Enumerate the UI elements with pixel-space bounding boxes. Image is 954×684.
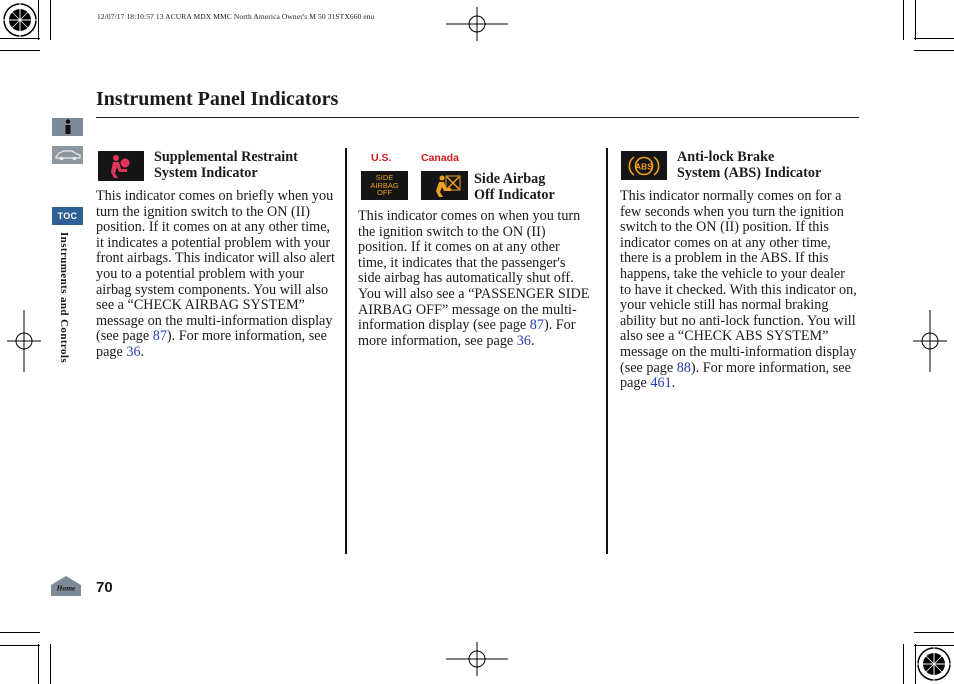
toc-button[interactable]: TOC	[52, 207, 83, 225]
page-title: Instrument Panel Indicators	[96, 88, 339, 110]
registration-target-icon	[916, 646, 952, 682]
column-divider	[345, 148, 347, 554]
srs-heading: Supplemental Restraint System Indicator	[154, 149, 298, 181]
page-link[interactable]: 36	[126, 343, 141, 360]
section-tab: Instruments and Controls	[58, 232, 70, 364]
side-airbag-off-us-icon: SIDE AIRBAG OFF	[361, 171, 408, 200]
page-number: 70	[96, 579, 113, 596]
srs-indicator-icon	[98, 151, 144, 181]
crosshair-icon	[446, 7, 508, 41]
crosshair-icon	[446, 642, 508, 676]
page-link[interactable]: 87	[529, 317, 544, 334]
page-link[interactable]: 88	[676, 359, 691, 376]
home-icon[interactable]	[50, 575, 82, 597]
region-label-canada: Canada	[421, 152, 459, 164]
abs-heading: Anti-lock Brake System (ABS) Indicator	[677, 149, 822, 181]
crosshair-icon	[7, 310, 41, 372]
column-divider	[606, 148, 608, 554]
title-divider	[96, 117, 859, 118]
page-link[interactable]: 461	[650, 375, 672, 392]
page-link[interactable]: 36	[516, 332, 531, 349]
page-link[interactable]: 87	[152, 328, 167, 345]
abs-description: This indicator normally comes on for a few seconds when you turn the ignition switch to the ON (II) position. If this indicator comes on at any other time, there is a problem in the ABS. If this happens, take the vehicle to your dealer to have it checked. With this indicator on, your vehicle still has normal braking ability but no anti-lock function. You will also see a “CHECK ABS SYSTEM” message on the multi-information display (see page 88). For more information, see page 461.	[620, 188, 857, 392]
home-label[interactable]: Home	[56, 583, 76, 593]
print-metadata: 12/07/17 18:10:57 13 ACURA MDX MMC North America Owner's M 50 31STX660 enu	[97, 12, 375, 21]
car-icon[interactable]	[52, 146, 83, 164]
registration-target-icon	[2, 2, 38, 38]
crosshair-icon	[913, 310, 947, 372]
side-airbag-heading: Side Airbag Off Indicator	[474, 171, 555, 203]
info-icon[interactable]	[52, 118, 83, 136]
srs-description: This indicator comes on briefly when you turn the ignition switch to the ON (II) position. If it comes on at any other time, it indicates a potential problem with your front airbags. This indicator will also alert you to a potential problem with your airbag system components. You will also see a “CHECK AIRBAG SYSTEM” message on the multi-information display (see page 87). For more information, see page 36.	[96, 188, 335, 360]
passenger-airbag-off-icon	[421, 171, 468, 200]
region-label-us: U.S.	[371, 152, 392, 164]
side-airbag-description: This indicator comes on when you turn the ignition switch to the ON (II) position. If it comes on at any other time, it indicates that the passenger's side airbag has automatically shut off. You will also see a “PASSENGER SIDE AIRBAG OFF” message on the multi-information display (see page 87). For more information, see page 36.	[358, 208, 590, 349]
abs-indicator-icon	[621, 151, 667, 180]
abs-icon-label: ABS	[635, 161, 653, 171]
